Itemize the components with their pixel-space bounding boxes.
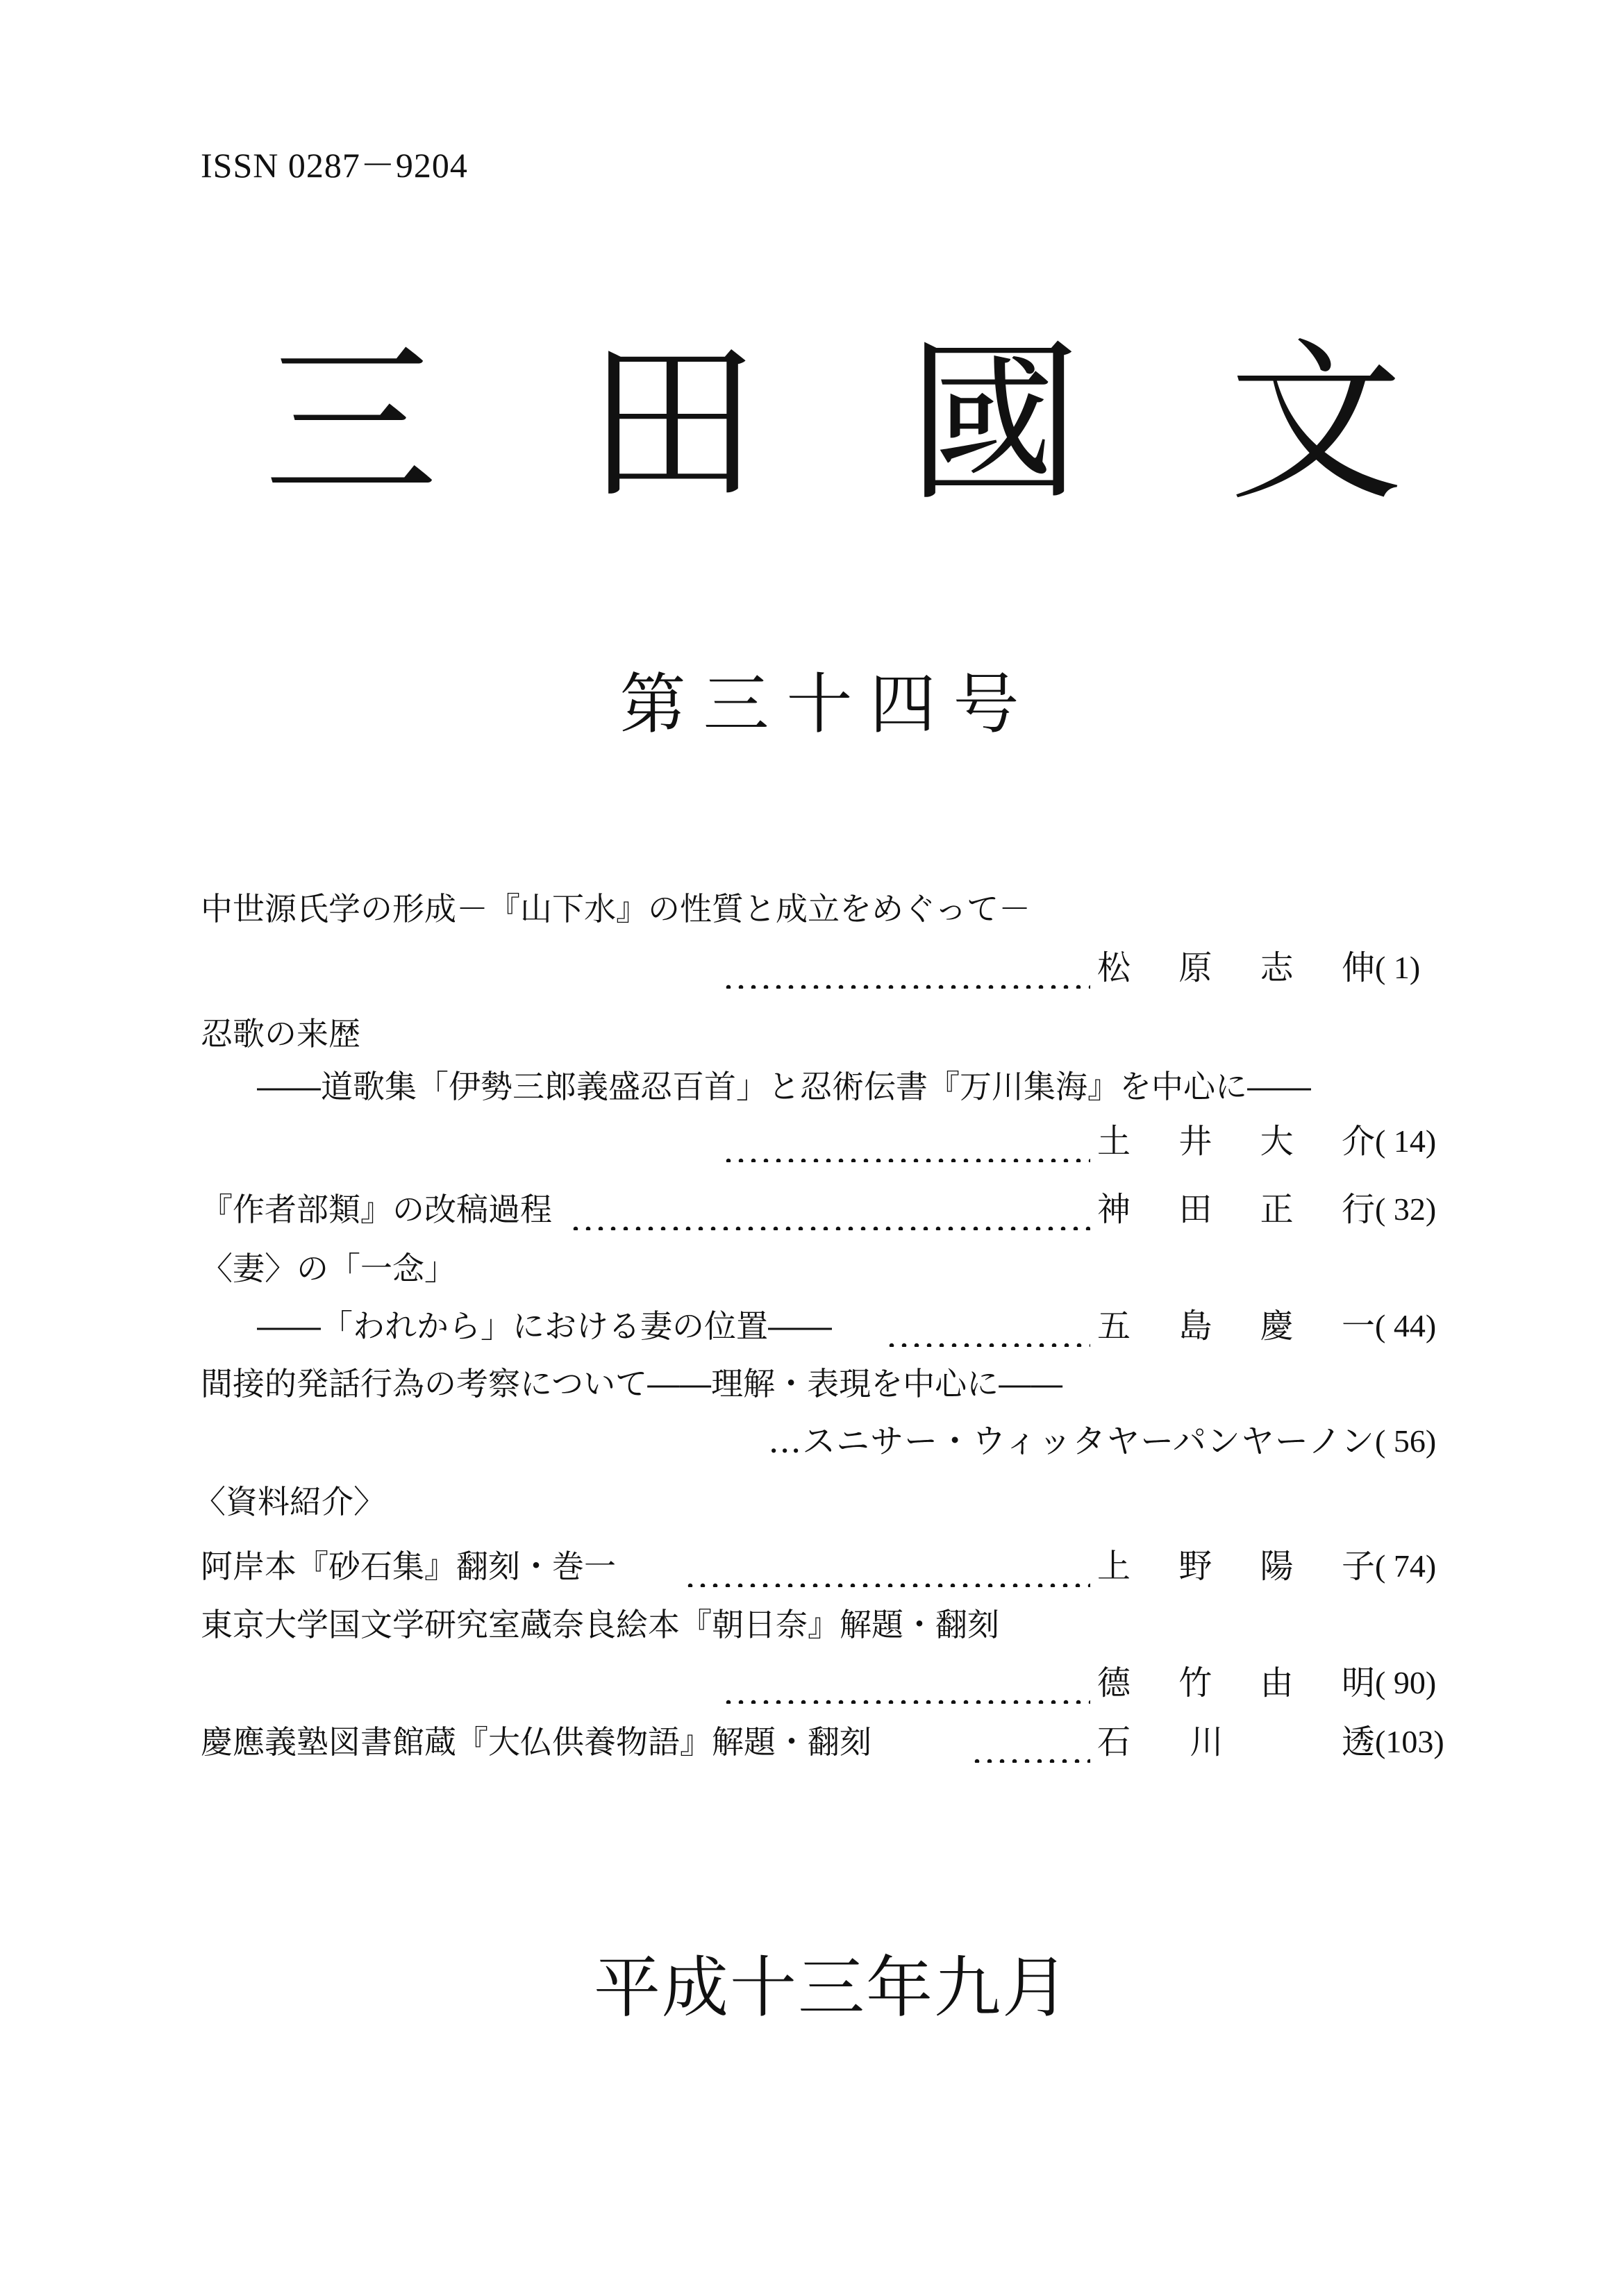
issue-number-char: 号 bbox=[953, 666, 1019, 743]
journal-title-char: 文 bbox=[1228, 322, 1403, 524]
author-char: 志 bbox=[1260, 948, 1294, 987]
issue-number-char: 十 bbox=[786, 666, 853, 743]
toc-dot-leader bbox=[684, 1545, 1090, 1587]
author-char: 伸 bbox=[1341, 948, 1375, 987]
toc-entry-author bbox=[1097, 947, 1375, 989]
toc-entry-page: ( 74) bbox=[1375, 1548, 1437, 1584]
author-char: 透 bbox=[1341, 1723, 1375, 1761]
author-char: 野 bbox=[1178, 1547, 1212, 1586]
journal-title-char: 國 bbox=[907, 322, 1081, 524]
toc-entry-title: 間接的発話行為の考察について――理解・表現を中心に―― bbox=[201, 1365, 1063, 1402]
issue-number-char: 三 bbox=[703, 666, 769, 743]
toc-entry-page: ( 56) bbox=[1375, 1423, 1437, 1459]
toc-entry-author bbox=[1097, 1721, 1375, 1763]
toc-entry-author bbox=[1097, 1121, 1375, 1162]
author-char: 川 bbox=[1190, 1723, 1224, 1761]
author-char: 正 bbox=[1260, 1190, 1294, 1229]
author-char: 石 bbox=[1097, 1723, 1131, 1761]
toc-entry-author bbox=[1097, 1545, 1375, 1587]
author-char: 五 bbox=[1097, 1307, 1131, 1346]
toc-entry-title: 忍歌の来歴 bbox=[201, 1015, 360, 1053]
toc-entry-title: 『作者部類』の改稿過程 bbox=[201, 1191, 552, 1228]
author-char: 行 bbox=[1341, 1190, 1375, 1229]
toc-entry-title: 東京大学国文学研究室蔵奈良絵本『朝日奈』解題・翻刻 bbox=[201, 1606, 999, 1643]
author-char: 介 bbox=[1341, 1122, 1375, 1161]
toc-entry-title: 慶應義塾図書館蔵『大仏供養物語』解題・翻刻 bbox=[201, 1723, 871, 1761]
toc-entry-page: (103) bbox=[1375, 1724, 1444, 1759]
author-char: 慶 bbox=[1260, 1307, 1294, 1346]
author-char: 島 bbox=[1178, 1307, 1212, 1346]
toc-dot-leader bbox=[722, 1662, 1090, 1704]
issn-label: ISSN 0287－9204 bbox=[201, 146, 468, 185]
issue-number-char: 四 bbox=[869, 666, 936, 743]
author-char: 原 bbox=[1178, 948, 1212, 987]
author-char: 大 bbox=[1260, 1122, 1294, 1161]
toc-dot-leader bbox=[971, 1721, 1090, 1763]
toc-entry-author bbox=[1097, 1189, 1375, 1230]
publication-date: 平成十三年九月 bbox=[594, 1949, 1070, 2027]
toc-entry-page: ( 32) bbox=[1375, 1191, 1437, 1227]
author-char: 井 bbox=[1178, 1122, 1212, 1161]
toc-entry-page: ( 1) bbox=[1375, 950, 1421, 985]
author-char: 神 bbox=[1097, 1190, 1131, 1229]
toc-dot-leader bbox=[722, 947, 1090, 989]
toc-entry-page: ( 44) bbox=[1375, 1308, 1437, 1343]
toc-entry-page: ( 14) bbox=[1375, 1123, 1437, 1159]
toc-entry-author bbox=[1097, 1305, 1375, 1347]
toc-dot-leader bbox=[885, 1305, 1090, 1347]
author-char: 陽 bbox=[1260, 1547, 1294, 1586]
issue-number-char: 第 bbox=[619, 666, 686, 743]
author-char: 松 bbox=[1097, 948, 1131, 987]
section-heading: 〈資料紹介〉 bbox=[194, 1483, 385, 1520]
toc-entry-author bbox=[1097, 1662, 1375, 1704]
toc-dot-leader bbox=[722, 1121, 1090, 1162]
author-char: 土 bbox=[1097, 1122, 1131, 1161]
author-char: 一 bbox=[1341, 1307, 1375, 1346]
toc-entry-title: 阿岸本『砂石集』翻刻・巻一 bbox=[201, 1548, 616, 1585]
author-char: 子 bbox=[1341, 1547, 1375, 1586]
author-char: 明 bbox=[1341, 1664, 1375, 1702]
author-char: 竹 bbox=[1178, 1664, 1212, 1702]
toc-entry-subtitle: ――「われから」における妻の位置―― bbox=[257, 1307, 832, 1345]
toc-entry-subtitle: ――道歌集「伊勢三郎義盛忍百首」と忍術伝書『万川集海』を中心に―― bbox=[257, 1068, 1311, 1105]
toc-entry-title: 〈妻〉の「一念」 bbox=[201, 1250, 456, 1287]
author-char: 田 bbox=[1178, 1190, 1212, 1229]
journal-title-char: 田 bbox=[585, 322, 760, 524]
toc-entry-author: …スニサー・ウィッタヤーパンヤーノン bbox=[768, 1422, 1375, 1461]
toc-entry-title: 中世源氏学の形成－『山下水』の性質と成立をめぐって－ bbox=[201, 890, 1031, 928]
journal-title-char: 三 bbox=[264, 322, 437, 524]
toc-dot-leader bbox=[569, 1189, 1090, 1230]
author-char: 德 bbox=[1097, 1664, 1131, 1702]
author-char: 上 bbox=[1097, 1547, 1131, 1586]
author-char: 由 bbox=[1260, 1664, 1294, 1702]
toc-entry-page: ( 90) bbox=[1375, 1665, 1437, 1700]
